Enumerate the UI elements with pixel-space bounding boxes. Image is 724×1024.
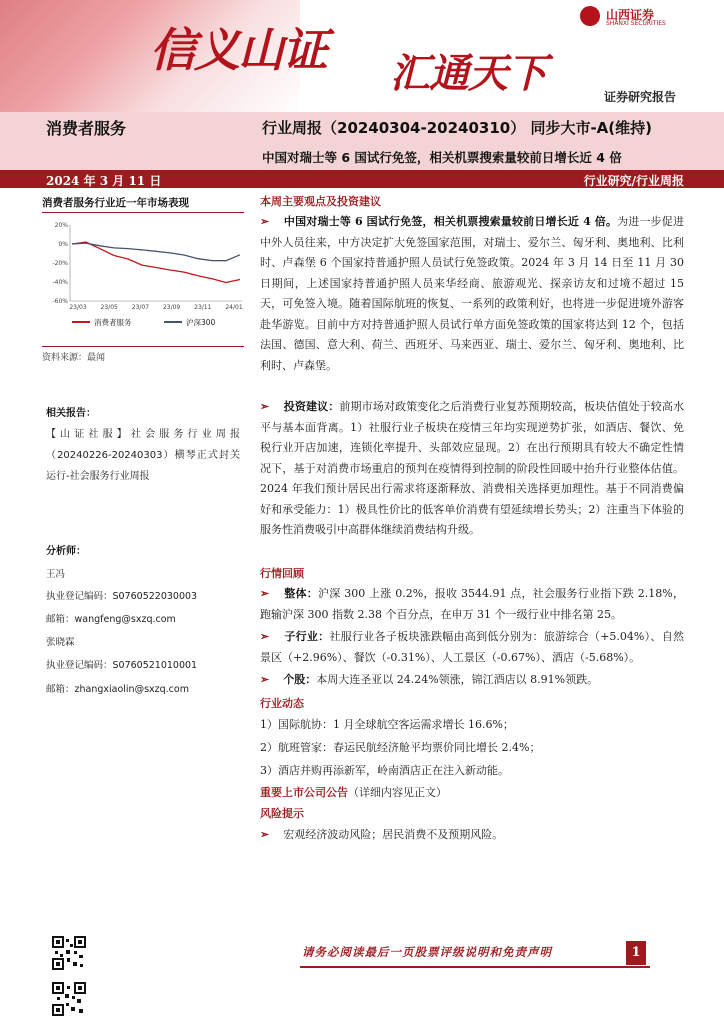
arrow-bullet-icon: ➢	[260, 630, 270, 643]
industry-name: 消费者服务	[46, 119, 127, 138]
chart-source: 资料来源：最闻	[42, 346, 244, 363]
brand-name: 山西证券	[606, 8, 655, 22]
analyst-reg: 执业登记编码：S0760521010001	[46, 660, 198, 671]
series-line	[72, 242, 240, 282]
slogan-right: 汇通天下	[390, 50, 546, 97]
paragraph-text: 前期市场对政策变化之后消费行业复苏预期较高，板块估值处于较高水平与基本面背离。1）社服行业子板块在疫情三年均实现逆势扩张，如酒店、餐饮、免税行业开店加速，连锁化率提升、头部效应显现。2）在出行预期具有较大不确定性情况下，基于对消费市场重启的预判在疫情得到控制的阶段性回暖中抬升行业整体估值。2024 年我们预计居民出行需求将逐渐释放、消费相关选择更加理性。基于不同消费偏好和承受能力：1）极具性价比的低客单价消费有望延续增长势头；2）注重当下体验的服务性消费吸引中高群体继续消费结构升级。	[260, 400, 685, 536]
paragraph-subindustry	[260, 627, 684, 668]
paragraph-overall	[260, 584, 684, 625]
analyst-title: 分析师：	[46, 546, 86, 557]
brand-en: SHANXI SECURITIES	[606, 20, 666, 27]
paragraph-text: 本周大连圣亚以 24.24%领涨，锦江酒店以 8.91%领跌。	[316, 673, 599, 686]
arrow-bullet-icon: ➢	[260, 673, 270, 686]
section-heading-text: 重要上市公司公告	[260, 786, 348, 799]
y-tick-label: -20%	[52, 260, 68, 267]
arrow-bullet-icon: ➢	[260, 828, 270, 841]
section-heading: 风险提示	[260, 807, 304, 820]
y-tick-label: 20%	[54, 222, 68, 229]
report-date: 2024 年 3 月 11 日	[46, 174, 162, 188]
legend-label: 消费者服务	[94, 318, 132, 327]
section-heading: 行情回顾	[260, 567, 304, 580]
bold-lead: 子行业：	[284, 630, 330, 643]
analyst-name: 张晓霖	[46, 637, 75, 648]
slogan-left: 信义山证	[150, 23, 326, 77]
section-heading	[260, 784, 447, 800]
company-logo	[580, 6, 710, 32]
arrow-bullet-icon: ➢	[260, 587, 270, 600]
x-tick-label: 23/05	[100, 304, 118, 311]
y-tick-label: -40%	[52, 279, 68, 286]
section-note: （详细内容见正文）	[348, 786, 447, 799]
footer-divider	[300, 966, 650, 968]
x-tick-label: 23/03	[69, 304, 87, 311]
y-tick-label: 0%	[58, 241, 68, 248]
paragraph-investment	[260, 397, 684, 541]
arrow-bullet-icon: ➢	[260, 400, 270, 413]
analyst-reg: 执业登记编码：S0760522030003	[46, 591, 198, 602]
analyst-email[interactable]: 邮箱：wangfeng@sxzq.com	[46, 614, 176, 625]
paragraph-stocks	[260, 670, 684, 691]
dynamic-item: 1）国际航协：1 月全球航空客运需求增长 16.6%；	[260, 718, 514, 731]
y-tick-label: -60%	[52, 298, 68, 305]
x-tick-label: 23/11	[194, 304, 212, 311]
qr-code-icon	[52, 982, 86, 1016]
weekly-title: 行业周报（20240304-20240310） 同步大市-A(维持)	[262, 119, 652, 137]
market-performance-chart	[42, 213, 247, 343]
analyst-name: 王冯	[46, 569, 66, 580]
related-report-link[interactable]: 【山证社服】社会服务行业周报（20240226-20240303）横琴正式封关运行-社会服务行业周报	[46, 429, 240, 482]
paragraph-text: 沪深 300 上涨 0.2%，报收 3544.91 点，社会服务行业指下跌 2.18%，跑输沪深 300 指数 2.38 个百分点，在申万 31 个一级行业中排名第 25。	[260, 587, 684, 621]
x-tick-label: 23/09	[162, 304, 181, 311]
section-heading: 行业动态	[260, 697, 304, 710]
x-tick-label: 23/07	[131, 304, 150, 311]
chart-title: 消费者服务行业近一年市场表现	[42, 195, 244, 213]
paragraph-text: 宏观经济波动风险；居民消费不及预期风险。	[283, 828, 504, 841]
bold-lead: 投资建议：	[283, 400, 340, 413]
dynamic-item: 2）航班管家：春运民航经济舱平均票价同比增长 2.4%；	[260, 741, 541, 754]
paragraph-text: 为进一步促进中外人员往来，中方决定扩大免签国家范围，对瑞士、爱尔兰、匈牙利、奥地利、比利时、卢森堡 6 个国家持普通护照人员试行免签政策。2024 年 3 月 14 日至 11 月 30 日期间，上述国家持普通护照人员来华经商、旅游观光、探亲访友和过境不超过 15 天，可免签入境。随着国际航班的恢复、一系列的政策利好，也将进一步促进境外游客赴华游览。目前中方对持普通护照人员试行单方面免签政策的国家将达到 12 个，包括法国、德国、意大利、荷兰、西班牙、马来西亚、瑞士、爱尔兰、匈牙利、奥地利、比利时、卢森堡。	[260, 215, 684, 372]
bold-lead: 个股：	[283, 673, 317, 686]
dynamic-item: 3）酒店并购再添新军，岭南酒店正在注入新动能。	[260, 764, 509, 777]
bold-lead: 中国对瑞士等 6 国试行免签，相关机票搜索量较前日增长近 4 倍。	[283, 215, 618, 228]
x-tick-label: 24/01	[225, 304, 243, 311]
related-title: 相关报告：	[46, 408, 96, 419]
paragraph-visa	[260, 212, 684, 376]
report-type: 证券研究报告	[603, 90, 676, 104]
series-line	[72, 243, 240, 261]
analyst-email[interactable]: 邮箱：zhangxiaolin@sxzq.com	[46, 684, 189, 695]
disclaimer-notice: 请务必阅读最后一页股票评级说明和免责声明	[302, 945, 552, 959]
bold-lead: 整体：	[284, 587, 318, 600]
paragraph-risk	[260, 825, 684, 846]
page-number: 1	[626, 941, 646, 965]
report-category: 行业研究/行业周报	[583, 174, 684, 188]
qr-code-icon	[52, 936, 86, 970]
headline: 中国对瑞士等 6 国试行免签，相关机票搜索量较前日增长近 4 倍	[262, 150, 622, 165]
arrow-bullet-icon: ➢	[260, 215, 270, 228]
header-banner	[0, 0, 724, 112]
legend-label: 沪深300	[186, 318, 216, 327]
section-heading: 本周主要观点及投资建议	[260, 195, 381, 208]
paragraph-text: 社服行业各子板块涨跌幅由高到低分别为：旅游综合（+5.04%）、自然景区（+2.96%）、餐饮（-0.31%）、人工景区（-0.67%）、酒店（-5.68%）。	[260, 630, 684, 664]
logo-mark-icon	[580, 6, 600, 26]
